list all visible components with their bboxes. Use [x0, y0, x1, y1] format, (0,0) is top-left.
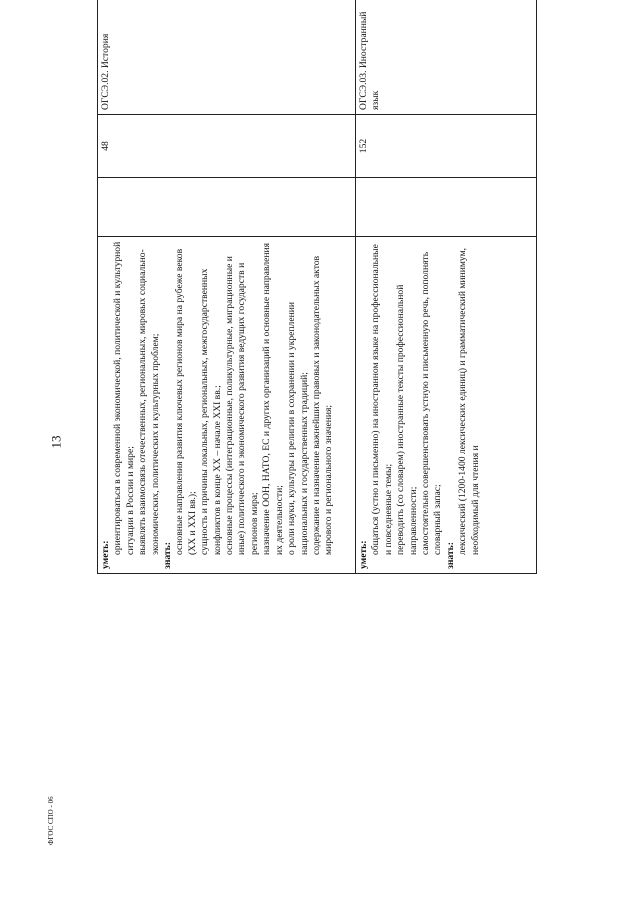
umet-item: выявлять взаимосвязь отечественных, региональных, мировых социально-экономических, политических и культурных проблем; — [137, 249, 161, 555]
table-row — [98, 0, 356, 574]
znat-item: лексический (1200-1400 лексических единиц) и грамматический минимум, необходимый для чтения и — [457, 247, 481, 555]
discipline-code-cell: ОГСЭ.02. История — [98, 0, 356, 115]
znat-item: назначение ООН, НАТО, ЕС и других организаций и основные направления их деятельности; — [261, 242, 285, 555]
rotated-table-area — [97, 11, 537, 574]
umet-item: переводить (со словарем) иностранные тексты профессиональной направленности; — [395, 284, 419, 555]
umet-item: общаться (устно и письменно) на иностранном языке на профессиональные и повседневные темы; — [370, 244, 394, 555]
znat-item: содержание и назначение важнейших правовых и законодательных актов мирового и регионального значения; — [310, 255, 335, 555]
empty-cell — [356, 178, 537, 237]
umet-label: уметь: — [100, 540, 111, 569]
footer-code: ФГОС СПО - 06 — [47, 796, 55, 845]
umet-item: самостоятельно совершенствовать устную и письменную речь, пополнять словарный запас; — [420, 251, 444, 555]
empty-cell — [98, 178, 356, 237]
hours-cell: 152 — [356, 115, 537, 178]
znat-item: основные направления развития ключевых регионов мира на рубеже веков (XX и XXI вв.); — [174, 248, 198, 555]
discipline-code-cell: ОГСЭ.03. Иностранный язык — [356, 0, 537, 115]
table-row — [356, 0, 537, 574]
znat-item: основные процессы (интеграционные, поликультурные, миграционные и иные) политического и экономического развития ведущих государств и регионов мира; — [224, 256, 260, 555]
table-sheet — [97, 11, 537, 574]
znat-label: знать: — [162, 542, 174, 569]
umet-label: уметь: — [358, 540, 369, 569]
requirements-cell — [356, 237, 537, 574]
znat-item: о роли науки, культуры и религии в сохранении и укреплении национальных и государственных традиций; — [286, 301, 310, 555]
page-number: 13 — [48, 435, 64, 449]
znat-item: сущность и причины локальных, региональных, межгосударственных конфликтов в конце XX – начале XXI вв.; — [199, 268, 223, 555]
hours-cell: 48 — [98, 115, 356, 178]
curriculum-table — [97, 0, 537, 574]
znat-label: знать: — [444, 542, 456, 569]
umet-item: ориентироваться в современной экономической, политической и культурной ситуации в России и мире; — [112, 241, 136, 555]
requirements-cell — [98, 237, 356, 574]
